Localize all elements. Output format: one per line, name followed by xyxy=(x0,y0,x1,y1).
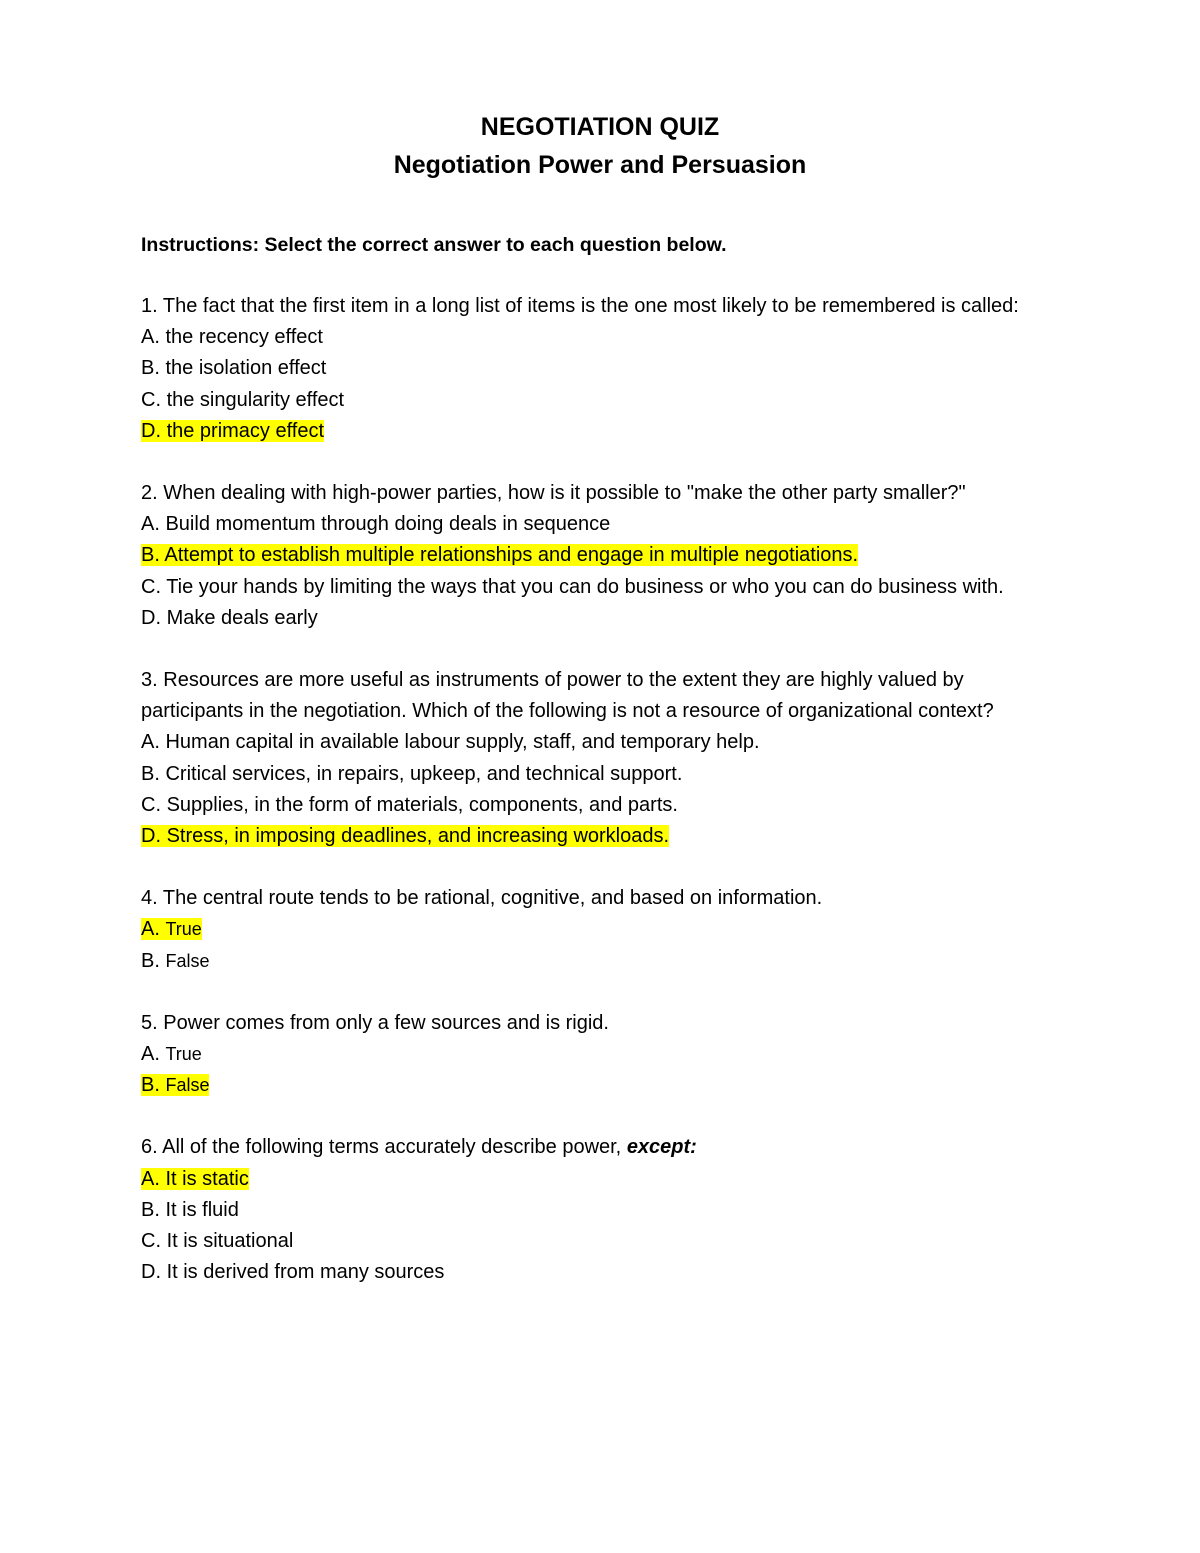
question-body: Power comes from only a few sources and is rigid. xyxy=(163,1011,609,1034)
instructions: Instructions: Select the correct answer to each question below. xyxy=(141,234,727,256)
answer-option-a[interactable]: A. Human capital in available labour supply, staff, and temporary help. xyxy=(141,731,760,754)
question-body: The fact that the first item in a long list of items is the one most likely to be remembered is called: xyxy=(162,295,1019,317)
answer-option-d[interactable]: D. Make deals early xyxy=(141,606,318,629)
answer-option-b-correct[interactable]: B. False xyxy=(141,1074,210,1097)
question-number: 1. xyxy=(141,295,158,317)
answer-option-b[interactable]: B. It is fluid xyxy=(141,1198,239,1221)
question-text xyxy=(141,1008,1059,1039)
answer-option-d[interactable]: D. It is derived from many sources xyxy=(141,1261,445,1284)
question-emphasis: except: xyxy=(626,1136,697,1159)
question-1 xyxy=(141,291,1059,447)
answer-option-c[interactable]: C. It is situational xyxy=(141,1230,294,1253)
question-body: All of the following terms accurately describe power, xyxy=(162,1136,622,1159)
question-5 xyxy=(141,1008,1059,1102)
answer-option-d-correct[interactable]: D. the primacy effect xyxy=(141,419,325,442)
question-text xyxy=(141,478,1059,509)
answer-option-c[interactable]: C. the singularity effect xyxy=(141,388,345,411)
question-4 xyxy=(141,883,1059,977)
answer-option-a[interactable]: A. True xyxy=(141,1043,202,1066)
answer-option-d-correct[interactable]: D. Stress, in imposing deadlines, and increasing workloads. xyxy=(141,825,670,848)
answer-option-a-correct[interactable]: A. True xyxy=(141,918,202,941)
question-body: The central route tends to be rational, cognitive, and based on information. xyxy=(162,887,823,910)
question-number: 2. xyxy=(141,482,158,505)
answer-option-a[interactable]: A. Build momentum through doing deals in sequence xyxy=(141,513,611,536)
answer-option-b[interactable]: B. False xyxy=(141,949,210,972)
question-number: 6. xyxy=(141,1136,158,1159)
document-page xyxy=(141,108,1059,1288)
question-number: 5. xyxy=(141,1011,158,1034)
answer-option-c[interactable]: C. Tie your hands by limiting the ways that you can do business or who you can do business with. xyxy=(141,575,1004,598)
question-2 xyxy=(141,478,1059,634)
answer-option-b-correct[interactable]: B. Attempt to establish multiple relationships and engage in multiple negotiations. xyxy=(141,544,859,567)
answer-option-b[interactable]: B. the isolation effect xyxy=(141,357,327,380)
answer-option-b[interactable]: B. Critical services, in repairs, upkeep, and technical support. xyxy=(141,762,683,785)
question-number: 4. xyxy=(141,887,158,910)
answer-option-a-correct[interactable]: A. It is static xyxy=(141,1167,249,1190)
answer-option-a[interactable]: A. the recency effect xyxy=(141,326,323,349)
question-text xyxy=(141,291,1059,322)
question-body: When dealing with high-power parties, how is it possible to "make the other party smaller?" xyxy=(163,482,966,505)
question-text xyxy=(141,1132,1059,1163)
question-3 xyxy=(141,665,1059,852)
answer-option-c[interactable]: C. Supplies, in the form of materials, components, and parts. xyxy=(141,793,678,816)
page-title: NEGOTIATION QUIZ xyxy=(480,113,720,141)
question-6 xyxy=(141,1132,1059,1288)
question-text xyxy=(141,883,1059,914)
question-body: Resources are more useful as instruments of power to the extent they are highly valued by participants in the negotiation. Which of the following is not a resource of organizational context? xyxy=(141,669,994,723)
page-subtitle: Negotiation Power and Persuasion xyxy=(393,151,807,179)
question-number: 3. xyxy=(141,669,158,692)
question-text xyxy=(141,665,1059,727)
